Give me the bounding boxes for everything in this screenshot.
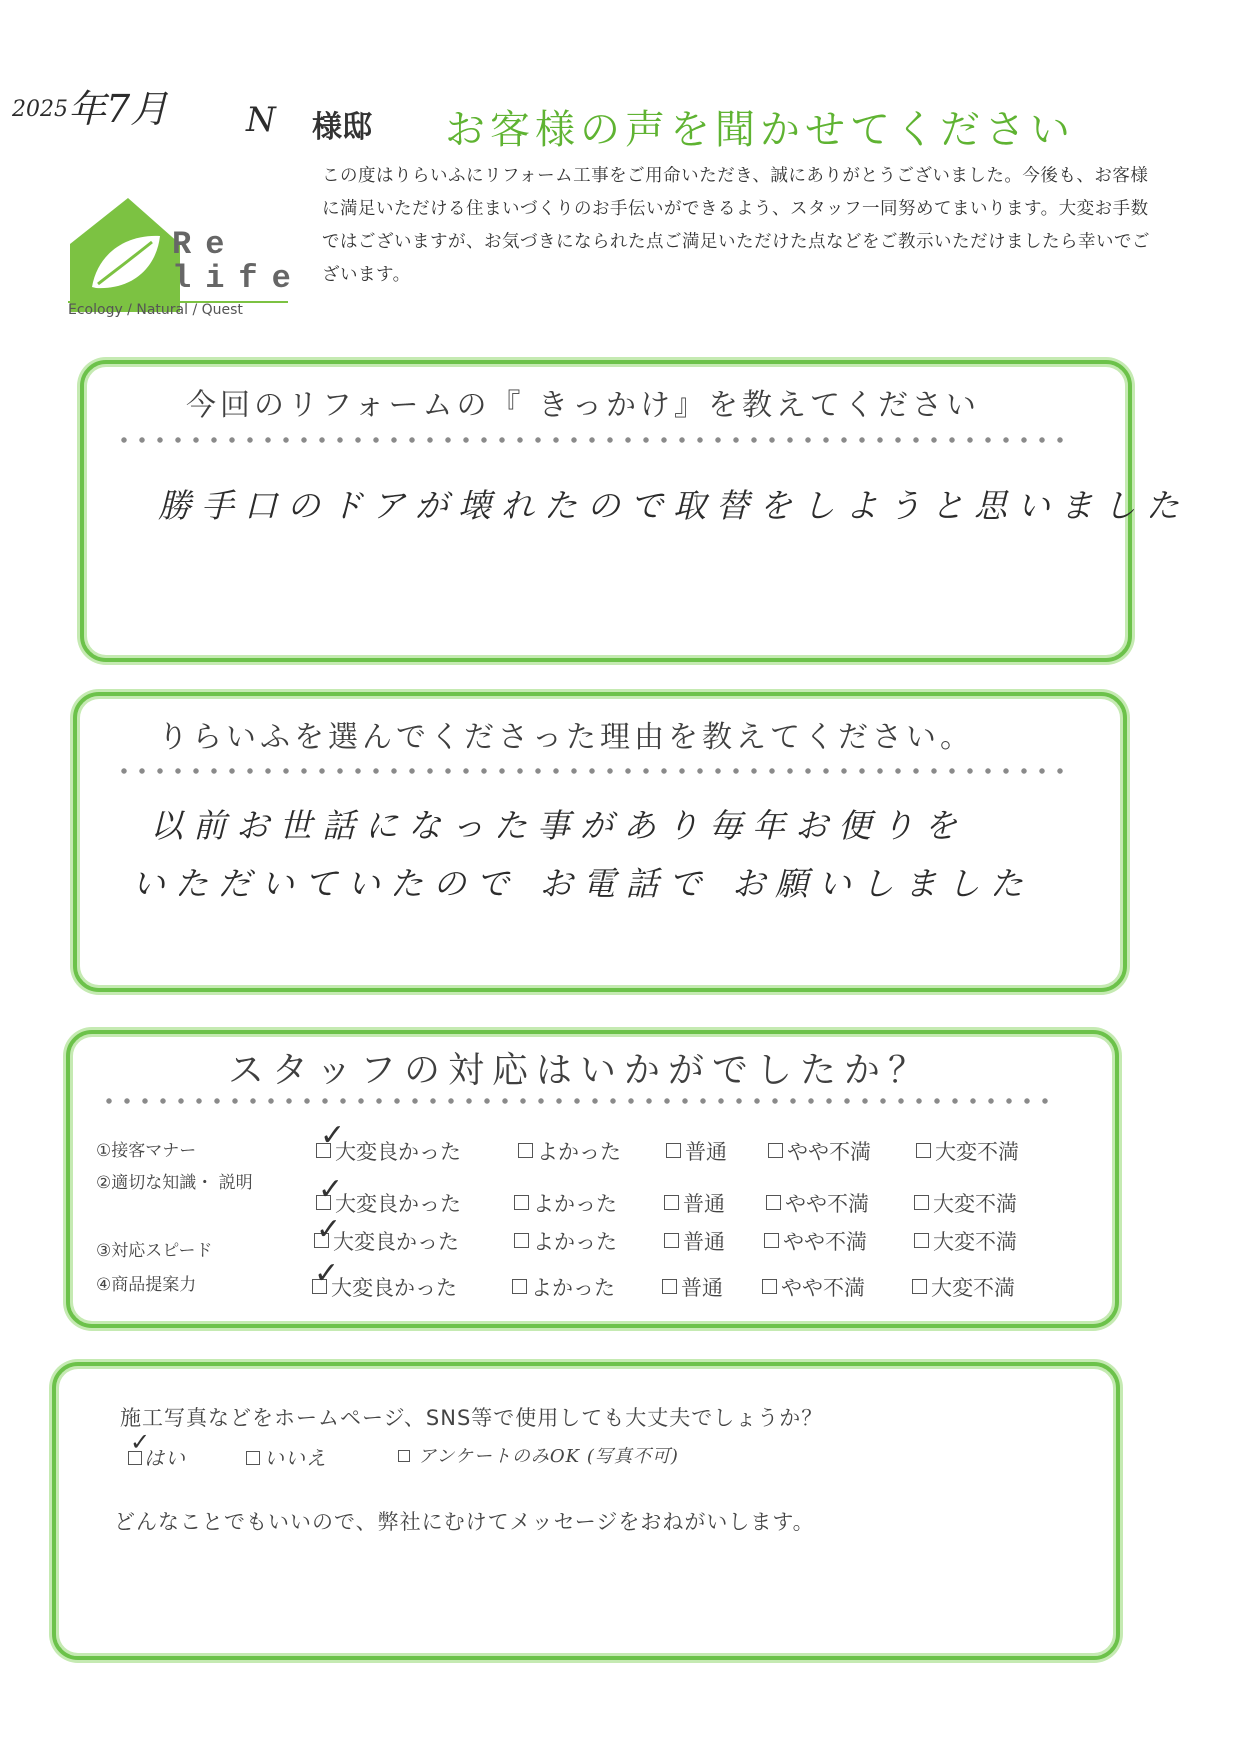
check-mark-icon: ✓: [314, 1256, 340, 1291]
checkbox-icon: [664, 1195, 679, 1210]
rating-label-manner: ①接客マナー: [96, 1141, 197, 1161]
checkbox-icon: [246, 1451, 260, 1465]
rating-option-very-good[interactable]: 大変良かった: [314, 1226, 459, 1256]
checkbox-icon: [512, 1279, 527, 1294]
rating-option-very-unsatisfied[interactable]: 大変不満: [916, 1136, 1019, 1166]
checkbox-icon: [518, 1143, 533, 1158]
date-year: 2025: [12, 97, 68, 122]
checkbox-icon: [916, 1143, 931, 1158]
date-month: 年7月: [68, 87, 169, 131]
survey-date: [12, 78, 168, 133]
rating-label-knowledge: ②適切な知識・ 説明: [96, 1173, 253, 1193]
check-mark-icon: ✓: [320, 1118, 346, 1153]
dotted-divider: [115, 767, 1070, 775]
rating-option-somewhat-unsatisfied[interactable]: やや不満: [764, 1226, 867, 1256]
checkbox-icon: [514, 1233, 529, 1248]
customer-honorific: 様邸: [312, 110, 372, 145]
logo-word-re: Re: [172, 226, 239, 263]
rating-option-very-unsatisfied[interactable]: 大変不満: [914, 1226, 1017, 1256]
checkbox-icon: [514, 1195, 529, 1210]
rating-option-somewhat-unsatisfied[interactable]: やや不満: [768, 1136, 871, 1166]
rating-option-normal[interactable]: 普通: [666, 1136, 727, 1166]
rating-option-very-good[interactable]: 大変良かった: [312, 1272, 457, 1302]
check-mark-icon: ✓: [130, 1428, 151, 1456]
checkbox-icon: [666, 1143, 681, 1158]
photo-option-yes[interactable]: はい: [128, 1442, 186, 1471]
dotted-divider: [115, 436, 1075, 444]
page-title: お客様の声を聞かせてください: [445, 107, 1075, 153]
checkbox-icon: [912, 1279, 927, 1294]
rating-option-very-unsatisfied[interactable]: 大変不満: [914, 1188, 1017, 1218]
rating-option-very-good[interactable]: 大変良かった: [316, 1188, 461, 1218]
rating-option-good[interactable]: よかった: [518, 1136, 621, 1166]
rating-option-normal[interactable]: 普通: [664, 1226, 725, 1256]
answer-trigger: 勝手口のドアが壊れたので取替をしようと思いました: [158, 486, 1190, 525]
checkbox-icon: [768, 1143, 783, 1158]
question-title-staff: スタッフの対応はいかがでしたか？: [228, 1050, 933, 1091]
check-mark-icon: ✓: [318, 1172, 344, 1207]
logo-tagline: Ecology / Natural / Quest: [68, 302, 243, 318]
logo-word-life: life: [172, 260, 305, 297]
checkbox-icon: [766, 1195, 781, 1210]
rating-label-speed: ③対応スピード: [96, 1241, 213, 1261]
logo-wordmark: [172, 228, 305, 296]
customer-initial: N: [246, 100, 276, 140]
checkbox-icon: [764, 1233, 779, 1248]
checkbox-icon: [914, 1195, 929, 1210]
dotted-divider: [100, 1097, 1060, 1105]
rating-option-somewhat-unsatisfied[interactable]: やや不満: [762, 1272, 865, 1302]
rating-option-very-unsatisfied[interactable]: 大変不満: [912, 1272, 1015, 1302]
checkbox-icon: [914, 1233, 929, 1248]
rating-label-proposal: ④商品提案力: [96, 1275, 197, 1295]
rating-option-good[interactable]: よかった: [512, 1272, 615, 1302]
checkbox-icon: [664, 1233, 679, 1248]
message-prompt: どんなことでもいいので、弊社にむけてメッセージをおねがいします。: [114, 1510, 815, 1534]
question-title-trigger: 今回のリフォームの『 きっかけ』を教えてください: [186, 388, 981, 423]
rating-option-very-good[interactable]: 大変良かった: [316, 1136, 461, 1166]
photo-option-survey-only[interactable]: アンケートのみOK (写真不可): [398, 1442, 679, 1468]
check-mark-icon: ✓: [316, 1212, 342, 1247]
rating-option-normal[interactable]: 普通: [662, 1272, 723, 1302]
photo-option-no[interactable]: いいえ: [246, 1442, 327, 1471]
checkbox-icon: [762, 1279, 777, 1294]
rating-option-good[interactable]: よかった: [514, 1188, 617, 1218]
rating-option-somewhat-unsatisfied[interactable]: やや不満: [766, 1188, 869, 1218]
answer-reason-line1: 以前お世話になった事があり毎年お便りを: [150, 806, 967, 845]
checkbox-icon: [398, 1450, 410, 1462]
rating-option-normal[interactable]: 普通: [664, 1188, 725, 1218]
rating-option-good[interactable]: よかった: [514, 1226, 617, 1256]
photo-permission-question: 施工写真などをホームページ、SNS等で使用しても大丈夫でしょうか？: [120, 1406, 824, 1430]
intro-text: この度はりらいふにリフォーム工事をご用命いただき、誠にありがとうございました。今後も、お客様に満足いただける住まいづくりのお手伝いができるよう、スタッフ一同努めてまいります。大変お手数ではございますが、お気づきになられた点ご満足いただけた点などをご教示いただけましたら幸いでございます。: [322, 166, 1150, 285]
question-title-reason: りらいふを選んでくださった理由を教えてください。: [158, 720, 974, 755]
checkbox-icon: [662, 1279, 677, 1294]
answer-reason-line2: いただいていたので お電話で お願いしました: [132, 864, 1033, 903]
